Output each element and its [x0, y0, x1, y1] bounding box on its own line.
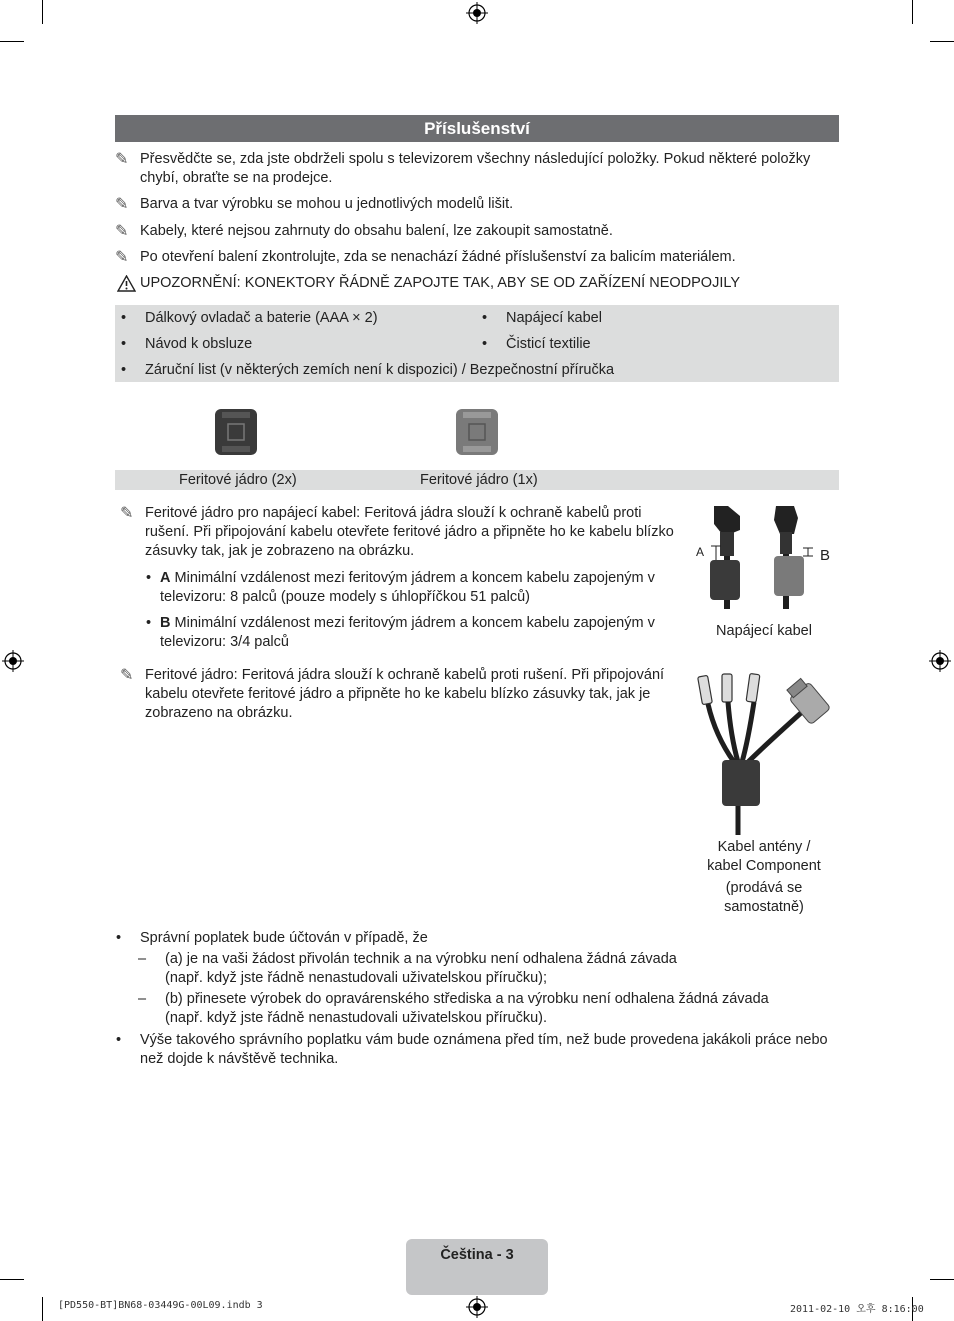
crop-mark	[42, 1297, 43, 1321]
list-item: • Napájecí kabel	[506, 310, 602, 326]
ferrite-power-note: ✎ Feritové jádro pro napájecí kabel: Feritová jádra slouží k ochraně kabelů proti rušení. Při připojování kabelu otevřete feritové jádro a připněte ho ke kabelu blízko zásuvky tak, jak je zobrazeno na obrázku.	[120, 505, 674, 559]
registration-mark-icon	[929, 650, 951, 672]
crop-mark	[42, 0, 43, 24]
note-item: ✎ Po otevření balení zkontrolujte, zda se nenachází žádné příslušenství za balicím materiálem.	[115, 249, 736, 266]
power-cable-caption: Napájecí kabel	[716, 623, 812, 639]
figure-label-a: A	[696, 545, 705, 559]
crop-mark	[930, 1279, 954, 1280]
note-item: ✎ Kabely, které nejsou zahrnuty do obsahu balení, lze zakoupit samostatně.	[115, 223, 613, 240]
crop-mark	[930, 41, 954, 42]
fee-final: • Výše takového správního poplatku vám bude oznámena před tím, než bude provedena jakákoli práce nebo než dojde k návštěvě technika.	[116, 1032, 828, 1067]
crop-mark	[0, 1279, 24, 1280]
pencil-note-icon: ✎	[115, 196, 129, 213]
pencil-note-icon: ✎	[120, 667, 134, 684]
note-item: ✎ Přesvědčte se, zda jste obdrželi spolu s televizorem všechny následující položky. Pokud některé položky chybí, obraťte se na prodejce.	[115, 151, 811, 186]
footer-date: 2011-02-10 오후 8:16:00	[790, 1304, 924, 1315]
fee-item-a: – (a) je na vaši žádost přivolán technik a na výrobku není odhalena žádná závada (např. když jste řádně nenastudovali uživatelskou příručku);	[138, 951, 677, 986]
section-title: Příslušenství	[115, 115, 839, 142]
power-cable-figure	[694, 504, 834, 614]
ferrite-core-dark-image	[214, 408, 258, 456]
list-item: • Čisticí textilie	[506, 336, 591, 352]
ferrite-core-gray-image	[455, 408, 499, 456]
footer-file: [PD550-BT]BN68-03449G-00L09.indb 3	[58, 1300, 263, 1311]
antenna-cable-caption: Kabel antény / kabel Component (prodává se samostatně)	[707, 839, 821, 915]
registration-mark-icon	[466, 1296, 488, 1318]
warning-triangle-icon	[117, 275, 136, 292]
figure-label-b: B	[820, 547, 831, 564]
ferrite-caption-bar	[115, 470, 839, 490]
list-item: • Návod k obsluze	[145, 336, 252, 352]
pencil-note-icon: ✎	[120, 505, 134, 522]
fee-item-b: – (b) přinesete výrobek do opravárenského střediska a na výrobku není odhalena žádná závada (např. když jste řádně nenastudovali uživatelskou příručku).	[138, 991, 769, 1026]
fee-intro: • Správní poplatek bude účtován v případě, že	[116, 930, 428, 946]
list-item: • Dálkový ovladač a baterie (AAA × 2)	[145, 310, 378, 326]
ferrite-power-a: • A Minimální vzdálenost mezi feritovým jádrem a koncem kabelu zapojeným v televizoru: 8 palců (pouze modely s úhlopříčkou 51 palců)	[146, 570, 655, 605]
registration-mark-icon	[2, 650, 24, 672]
accessories-list	[115, 305, 839, 382]
list-item: • Záruční list (v některých zemích není k dispozici) / Bezpečnostní příručka	[145, 362, 614, 378]
pencil-note-icon: ✎	[115, 249, 129, 266]
crop-mark	[0, 41, 24, 42]
antenna-cable-figure	[692, 670, 832, 838]
pencil-note-icon: ✎	[115, 223, 129, 240]
page-number-tab: Čeština - 3	[406, 1239, 548, 1295]
pencil-note-icon: ✎	[115, 151, 129, 168]
registration-mark-icon	[466, 2, 488, 24]
ferrite-general-note: ✎ Feritové jádro: Feritová jádra slouží k ochraně kabelů proti rušení. Při připojování kabelu otevřete feritové jádro a připněte ho ke kabelu blízko zásuvky tak, jak je zobrazeno na obrázku.	[120, 667, 665, 721]
warning-row	[115, 274, 839, 293]
crop-mark	[912, 0, 913, 24]
ferrite-power-b: • B Minimální vzdálenost mezi feritovým jádrem a koncem kabelu zapojeným v televizoru: 3/4 palců	[146, 615, 655, 650]
note-item: ✎ Barva a tvar výrobku se mohou u jednotlivých modelů lišit.	[115, 196, 514, 213]
ferrite-caption: Feritové jádro (1x)	[420, 472, 538, 488]
warning-text: UPOZORNĚNÍ: KONEKTORY ŘÁDNĚ ZAPOJTE TAK, ABY SE OD ZAŘÍZENÍ NEODPOJILY	[140, 275, 741, 291]
ferrite-caption: Feritové jádro (2x)	[179, 472, 297, 488]
